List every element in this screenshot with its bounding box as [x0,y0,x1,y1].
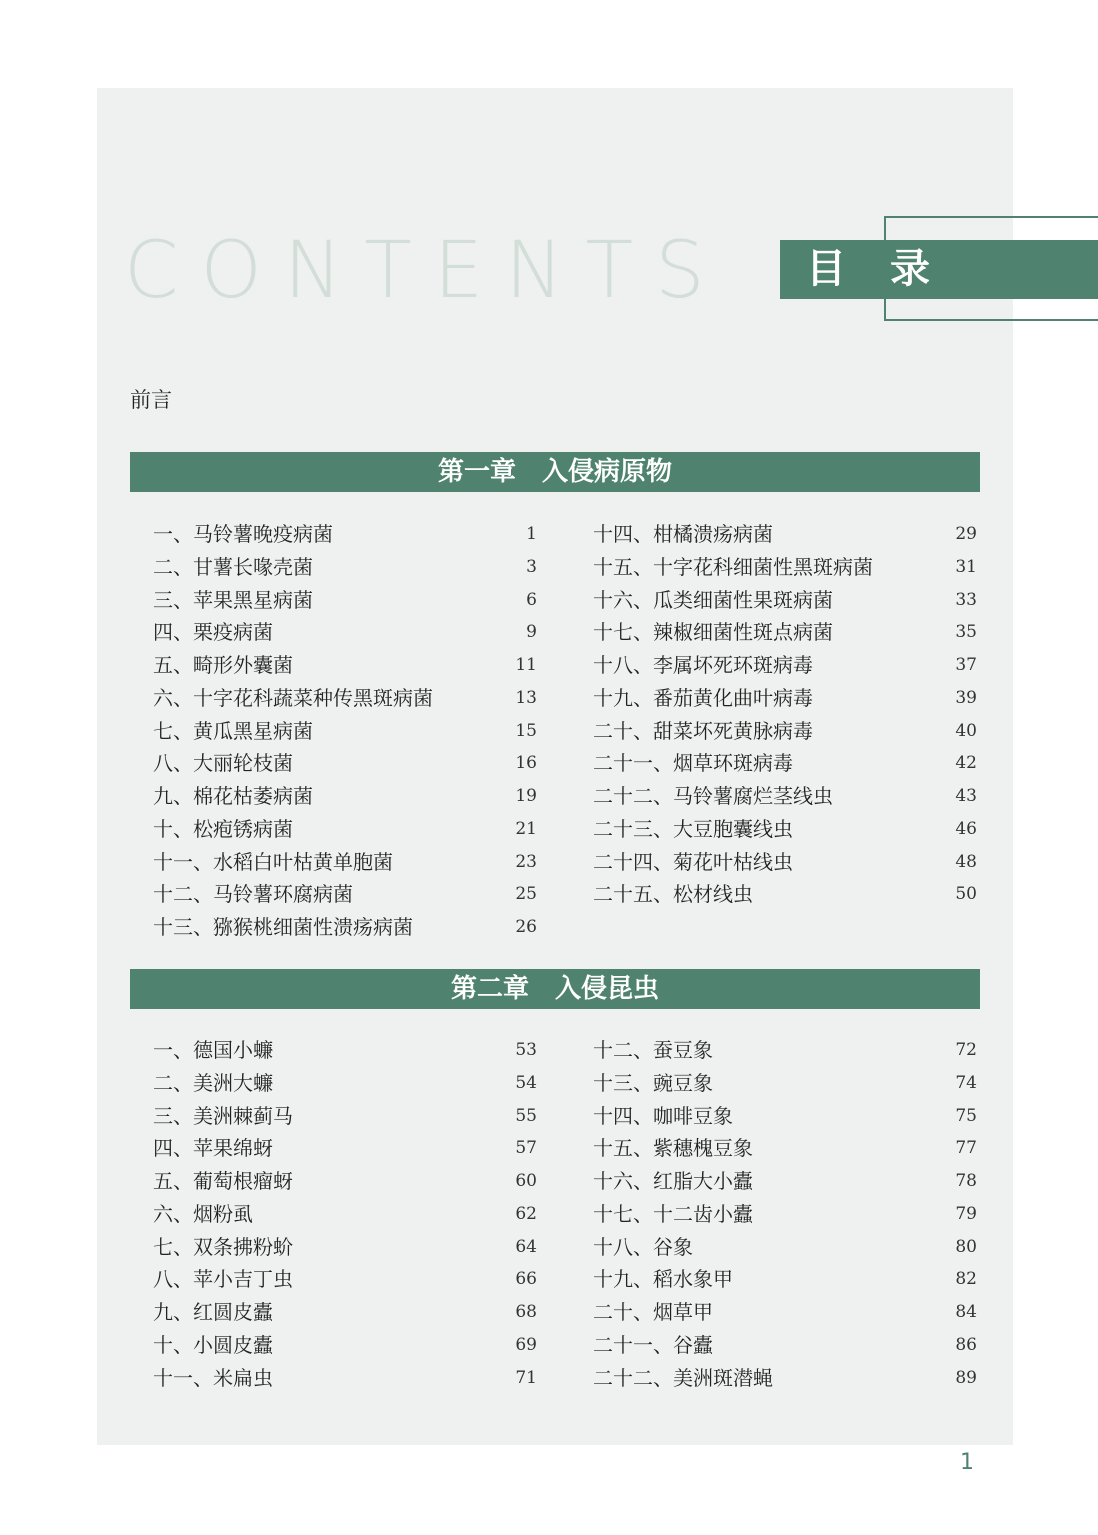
chapter-2-left-column [153,1034,537,1394]
toc-entry-page: 33 [955,589,977,610]
toc-entry[interactable] [153,715,537,748]
toc-entry-title: 二十三、大豆胞囊线虫 [593,816,793,841]
toc-entry-title: 四、苹果绵蚜 [153,1136,273,1161]
toc-entry-title: 一、马铃薯晚疫病菌 [153,522,333,546]
toc-entry-page: 35 [955,622,977,643]
toc-entry-title: 十、小圆皮蠹 [153,1332,273,1357]
toc-entry-page: 9 [526,622,537,643]
toc-entry-title: 十六、红脂大小蠹 [593,1169,753,1193]
toc-entry[interactable] [593,584,977,617]
toc-entry-page: 19 [515,786,537,806]
page-title: 目录 [780,240,1098,299]
toc-entry-page: 39 [955,687,977,708]
toc-entry-page: 31 [955,556,977,577]
toc-entry[interactable] [153,616,537,649]
toc-entry-title: 七、双条拂粉蚧 [153,1234,293,1259]
toc-entry[interactable] [593,747,977,780]
toc-entry[interactable] [593,1296,977,1329]
toc-entry-page: 78 [955,1171,977,1191]
toc-entry-title: 四、栗疫病菌 [153,620,273,645]
toc-entry-title: 十二、蚕豆象 [593,1038,713,1062]
toc-entry-title: 十九、番茄黄化曲叶病毒 [593,685,813,710]
toc-entry[interactable] [593,1362,977,1395]
toc-entry-title: 三、苹果黑星病菌 [153,587,313,612]
toc-entry-page: 62 [515,1203,537,1224]
toc-entry-title: 十九、稻水象甲 [593,1267,733,1292]
toc-entry-title: 九、棉花枯萎病菌 [153,784,313,808]
toc-entry-page: 74 [955,1072,977,1093]
toc-entry-page: 71 [515,1367,537,1388]
toc-entry[interactable] [153,1067,537,1100]
toc-entry[interactable] [153,1231,537,1264]
page-number: 1 [960,1450,974,1475]
toc-entry-title: 二十四、菊花叶枯线虫 [593,849,793,874]
toc-entry-title: 五、畸形外囊菌 [153,653,293,677]
toc-entry-page: 66 [515,1269,537,1290]
toc-entry[interactable] [153,1329,537,1362]
toc-entry-title: 十四、咖啡豆象 [593,1103,733,1128]
toc-entry-title: 二十、甜菜坏死黄脉病毒 [593,718,813,743]
toc-entry-title: 十四、柑橘溃疡病菌 [593,522,773,546]
toc-entry-page: 57 [515,1138,537,1159]
toc-entry[interactable] [153,584,537,617]
toc-entry[interactable] [153,1296,537,1329]
contents-watermark: CONTENTS [124,226,727,316]
toc-entry[interactable] [153,1034,537,1067]
chapter-2-right-column [593,1034,977,1394]
toc-entry-page: 43 [955,786,977,806]
chapter-1-left-column [153,518,537,944]
toc-entry-title: 三、美洲棘蓟马 [153,1103,293,1128]
toc-entry[interactable] [593,1165,977,1198]
toc-entry-title: 十七、辣椒细菌性斑点病菌 [593,620,833,645]
toc-entry-page: 72 [955,1040,977,1060]
toc-entry-page: 42 [955,753,977,774]
toc-entry[interactable] [153,649,537,682]
toc-entry-page: 54 [515,1072,537,1093]
toc-entry-title: 二十一、烟草环斑病毒 [593,751,793,776]
toc-entry[interactable] [593,878,977,911]
toc-entry-page: 53 [515,1040,537,1060]
toc-entry-page: 84 [955,1302,977,1322]
toc-entry-page: 86 [955,1334,977,1355]
toc-entry-title: 七、黄瓜黑星病菌 [153,718,313,743]
toc-entry[interactable] [593,551,977,584]
toc-entry-title: 二、美洲大蠊 [153,1070,273,1095]
chapter-1-right-column [593,518,977,911]
toc-entry[interactable] [153,1132,537,1165]
toc-entry-title: 十三、猕猴桃细菌性溃疡病菌 [153,915,413,939]
toc-entry-title: 十二、马铃薯环腐病菌 [153,882,353,907]
toc-entry-title: 二十、烟草甲 [593,1300,713,1324]
toc-entry-page: 80 [955,1236,977,1257]
toc-entry-page: 21 [515,818,537,839]
toc-entry-title: 十七、十二齿小蠹 [593,1201,753,1226]
toc-entry-page: 46 [955,818,977,839]
toc-entry[interactable] [153,682,537,715]
toc-entry-title: 十三、豌豆象 [593,1070,713,1095]
toc-entry[interactable] [153,747,537,780]
toc-entry-page: 40 [955,720,977,741]
toc-entry[interactable] [153,1198,537,1231]
toc-entry[interactable] [153,1263,537,1296]
toc-entry-page: 82 [955,1269,977,1290]
toc-entry[interactable] [593,1198,977,1231]
toc-entry-page: 48 [955,851,977,872]
toc-entry-title: 八、苹小吉丁虫 [153,1267,293,1292]
toc-entry-page: 50 [955,884,977,905]
toc-entry-page: 11 [515,655,537,675]
toc-entry[interactable] [593,1100,977,1133]
toc-entry-page: 16 [515,753,537,774]
toc-entry-title: 二十五、松材线虫 [593,882,753,907]
toc-entry[interactable] [153,551,537,584]
toc-entry-title: 二十二、美洲斑潜蝇 [593,1365,773,1390]
toc-entry-title: 六、十字花科蔬菜种传黑斑病菌 [153,685,433,710]
toc-entry-page: 37 [955,655,977,675]
toc-entry-page: 75 [955,1105,977,1126]
toc-entry-page: 55 [515,1105,537,1126]
toc-entry-page: 69 [515,1334,537,1355]
toc-entry-title: 八、大丽轮枝菌 [153,751,293,776]
toc-entry-page: 64 [515,1236,537,1257]
toc-entry[interactable] [593,813,977,846]
toc-entry-title: 十六、瓜类细菌性果斑病菌 [593,587,833,612]
preface-link[interactable]: 前言 [130,388,172,412]
toc-entry-title: 十五、十字花科细菌性黑斑病菌 [593,554,873,579]
toc-entry-page: 15 [515,720,537,741]
toc-entry-title: 二十二、马铃薯腐烂茎线虫 [593,784,833,808]
toc-entry-title: 二十一、谷蠹 [593,1332,713,1357]
toc-entry[interactable] [593,1132,977,1165]
toc-entry-page: 25 [515,884,537,905]
toc-entry-page: 60 [515,1171,537,1191]
toc-entry[interactable] [593,715,977,748]
toc-entry-page: 1 [526,524,537,544]
toc-entry-title: 十八、谷象 [593,1234,693,1259]
toc-entry-title: 二、甘薯长喙壳菌 [153,554,313,579]
toc-entry[interactable] [593,649,977,682]
toc-entry[interactable] [153,878,537,911]
toc-entry-page: 6 [526,589,537,610]
toc-entry[interactable] [593,1067,977,1100]
toc-entry[interactable] [593,846,977,879]
toc-entry-page: 3 [526,556,537,577]
toc-entry-title: 一、德国小蠊 [153,1038,273,1062]
toc-entry[interactable] [153,846,537,879]
toc-entry-page: 77 [955,1138,977,1159]
toc-entry[interactable] [593,1329,977,1362]
toc-entry-title: 十八、李属坏死环斑病毒 [593,653,813,677]
toc-entry[interactable] [153,813,537,846]
toc-entry[interactable] [593,682,977,715]
toc-entry-title: 九、红圆皮蠹 [153,1300,273,1324]
toc-entry-page: 13 [515,687,537,708]
toc-entry-title: 五、葡萄根瘤蚜 [153,1169,293,1193]
toc-entry-title: 十一、水稻白叶枯黄单胞菌 [153,849,393,874]
toc-entry-page: 79 [955,1203,977,1224]
toc-entry-page: 26 [515,917,537,937]
toc-entry[interactable] [593,1231,977,1264]
toc-entry-page: 89 [955,1367,977,1388]
toc-entry-page: 23 [515,851,537,872]
toc-entry-page: 29 [955,524,977,544]
toc-entry[interactable] [153,1362,537,1395]
toc-entry[interactable] [153,780,537,813]
chapter-2-heading: 第二章 入侵昆虫 [130,969,980,1009]
toc-entry-title: 六、烟粉虱 [153,1201,253,1226]
toc-entry[interactable] [153,911,537,944]
toc-entry[interactable] [593,1034,977,1067]
toc-entry[interactable] [153,1165,537,1198]
toc-entry[interactable] [593,1263,977,1296]
toc-entry[interactable] [593,616,977,649]
toc-entry-page: 68 [515,1302,537,1322]
toc-entry-title: 十、松疱锈病菌 [153,816,293,841]
toc-entry[interactable] [593,518,977,551]
toc-entry-title: 十五、紫穗槐豆象 [593,1136,753,1161]
toc-entry[interactable] [153,1100,537,1133]
toc-entry-title: 十一、米扁虫 [153,1365,273,1390]
toc-entry[interactable] [593,780,977,813]
chapter-1-heading: 第一章 入侵病原物 [130,452,980,492]
toc-entry[interactable] [153,518,537,551]
